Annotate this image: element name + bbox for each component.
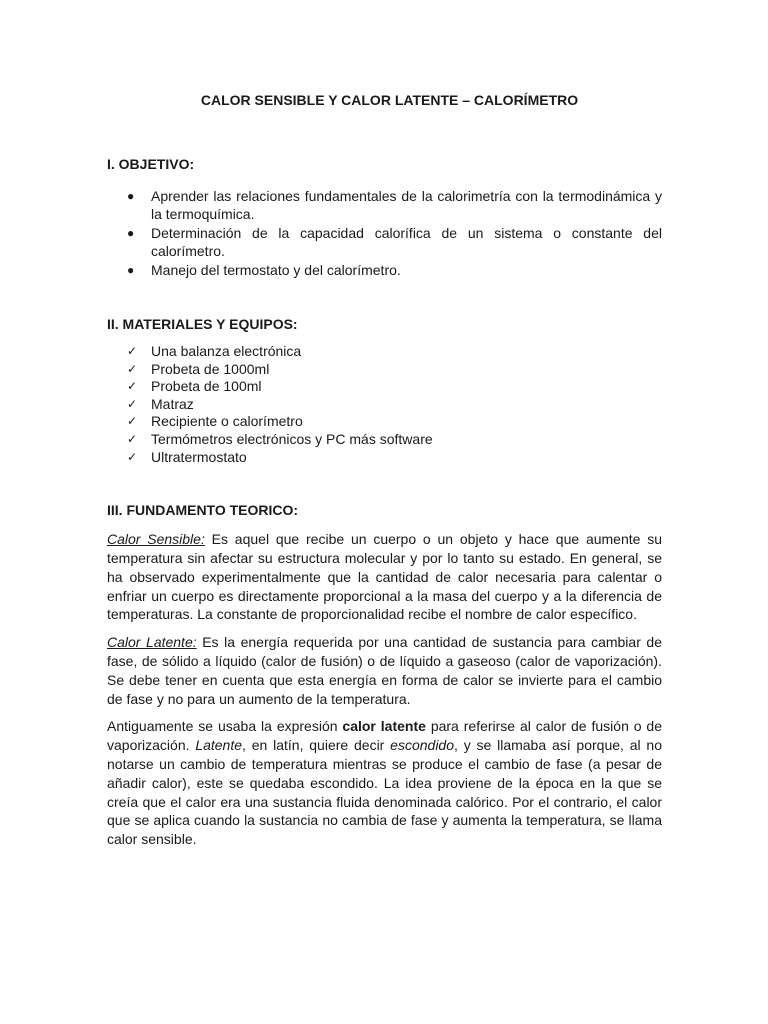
paragraph-calor-sensible	[107, 530, 662, 624]
paragraph-calor-latente	[107, 633, 662, 708]
checkmark-icon: ✓	[127, 361, 138, 376]
paragraph-text: Es la energía requerida por una cantidad de sustancia para cambiar de fase, de sólido a líquido (calor de fusión) o de líquido a gaseoso (calor de vaporización). Se debe tener en cuenta que esta energía en forma de calor se invierte para el cambio de fase y no para un aumento de la temperatura.	[107, 634, 663, 707]
checkmark-icon: ✓	[127, 449, 138, 464]
list-item-text: Manejo del termostato y del calorímetro.	[151, 262, 401, 278]
bullet-icon: ●	[127, 226, 135, 240]
list-item-text: Termómetros electrónicos y PC más software	[151, 430, 433, 447]
list-item	[127, 378, 662, 396]
list-item	[127, 261, 662, 279]
list-item-text: Recipiente o calorímetro	[151, 413, 303, 430]
section-objetivo	[107, 156, 662, 279]
list-item	[127, 413, 662, 431]
checkmark-icon: ✓	[127, 414, 138, 429]
paragraph-text: , en latín, quiere decir	[242, 737, 391, 754]
paragraph-text: Es aquel que recibe un cuerpo o un objeto y hace que aumente su temperatura sin afectar su estructura molecular y por lo tanto su estado. En general, se ha observado experimentalmente que la cantidad de calor necesaria para calentar o enfriar un cuerpo es directamente proporcional a la masa del cuerpo y a la diferencia de temperaturas. La constante de proporcionalidad recibe el nombre de calor específico.	[107, 531, 663, 623]
list-item	[127, 187, 662, 223]
checkmark-icon: ✓	[127, 344, 138, 358]
list-item-text: Aprender las relaciones fundamentales de la calorimetría con la termodinámica y la termoquímica.	[151, 188, 662, 222]
list-item-text: Ultratermostato	[151, 448, 247, 465]
list-item	[127, 361, 662, 379]
checkmark-icon: ✓	[127, 431, 138, 446]
paragraph-historia	[107, 717, 662, 849]
section-heading-fundamento: III. FUNDAMENTO TEORICO:	[107, 502, 299, 519]
checkmark-icon: ✓	[127, 379, 138, 394]
checkmark-icon: ✓	[127, 396, 138, 411]
section-heading-materiales: II. MATERIALES Y EQUIPOS:	[107, 316, 298, 332]
section-heading-objetivo: I. OBJETIVO:	[107, 156, 195, 172]
document-title: CALOR SENSIBLE Y CALOR LATENTE – CALORÍMETRO	[200, 92, 579, 108]
list-item	[127, 343, 662, 361]
list-item	[127, 224, 662, 260]
list-item	[127, 396, 662, 414]
bullet-icon: ●	[127, 263, 135, 277]
bullet-icon: ●	[127, 189, 135, 203]
list-item	[127, 449, 662, 467]
paragraph-text: Antiguamente se usaba la expresión	[107, 718, 343, 735]
list-item	[127, 431, 662, 449]
paragraph-text: , y se llamaba así porque, al no notarse un cambio de temperatura mientras se produce el cambio de fase (a pesar de añadir calor), este se quedaba escondido. La idea proviene de la época en la que se creía que el calor era una sustancia fluida denominada calórico. Por el contrario, el calor que se aplica cuando la sustancia no cambia de fase y aumenta la temperatura, se llama calor sensible.	[107, 737, 663, 848]
paragraph-text: para referirse al calor de fusión o de vaporización.	[107, 718, 663, 754]
italic-term: Latente	[195, 737, 243, 754]
italic-term: escondido	[390, 737, 454, 754]
objetivo-list	[107, 187, 662, 279]
list-item-text: Probeta de 1000ml	[151, 360, 270, 377]
section-fundamento	[107, 502, 662, 849]
term-calor-latente: Calor Latente:	[107, 634, 197, 651]
bold-term: calor latente	[342, 718, 426, 735]
list-item-text: Probeta de 100ml	[151, 378, 262, 395]
list-item-text: Determinación de la capacidad calorífica de un sistema o constante del calorímetro.	[151, 225, 662, 259]
list-item-text: Una balanza electrónica	[151, 343, 302, 359]
section-materiales	[107, 316, 662, 466]
list-item-text: Matraz	[151, 395, 194, 412]
term-calor-sensible: Calor Sensible:	[107, 531, 205, 548]
materiales-list	[107, 343, 662, 466]
